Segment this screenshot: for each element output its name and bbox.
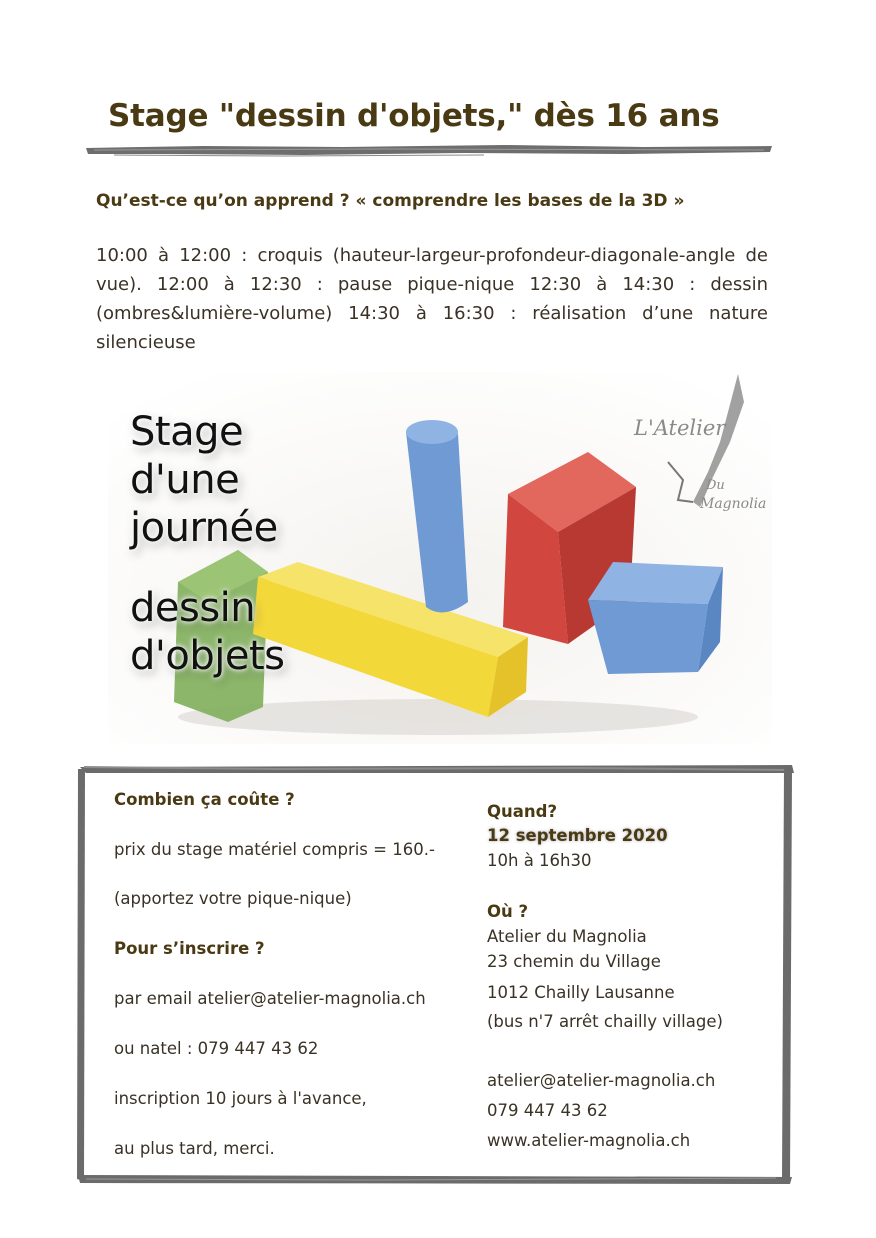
event-date: 12 septembre 2020 (487, 826, 668, 845)
deadline-line-1: inscription 10 jours à l'avance, (114, 1089, 367, 1108)
address-line-4: (bus n'7 arrêt chailly village) (487, 1012, 723, 1031)
address-line-2: 23 chemin du Village (487, 952, 661, 971)
cost-heading: Combien ça coûte ? (114, 790, 295, 809)
logo-text-1: L'Atelier (634, 416, 726, 440)
when-heading: Quand? (487, 802, 558, 821)
intro-subtitle: Qu’est-ce qu’on apprend ? « comprendre les bases de la 3D » (96, 191, 685, 211)
logo-text-2: Du (706, 478, 725, 493)
signup-heading: Pour s’inscrire ? (114, 939, 265, 958)
address-line-3: 1012 Chailly Lausanne (487, 983, 675, 1002)
address-line-1: Atelier du Magnolia (487, 927, 647, 946)
poster-line-3: journée (130, 505, 278, 551)
signup-phone: ou natel : 079 447 43 62 (114, 1039, 319, 1058)
brush-divider (84, 142, 774, 158)
lunch-note: (apportez votre pique-nique) (114, 889, 352, 908)
logo-text-3: Magnolia (700, 496, 767, 512)
poster-line-2: d'une (130, 457, 240, 503)
page-title: Stage "dessin d'objets," dès 16 ans (108, 98, 720, 134)
where-heading: Où ? (487, 902, 529, 921)
signup-email: par email atelier@atelier-magnolia.ch (114, 989, 426, 1008)
deadline-line-2: au plus tard, merci. (114, 1139, 275, 1158)
contact-email-link[interactable]: atelier@atelier-magnolia.ch (487, 1071, 716, 1090)
poster-line-5: d'objets (130, 633, 285, 679)
contact-phone: 079 447 43 62 (487, 1101, 608, 1120)
schedule-text: 10:00 à 12:00 : croquis (hauteur-largeur-profondeur-diagonale-angle de vue). 12:00 à 12:30 : pause pique-nique 12:30 à 14:30 : dessin (ombres&lumière-volume) 14:30 à 16:30 : réalisation d’une nature silencieuse (96, 245, 768, 353)
poster-line-4: dessin (130, 585, 256, 631)
event-hours: 10h à 16h30 (487, 851, 592, 870)
poster-line-1: Stage (130, 409, 244, 455)
poster-illustration (108, 372, 772, 744)
website-link[interactable]: www.atelier-magnolia.ch (487, 1131, 691, 1150)
info-frame (76, 763, 796, 1187)
price-text: prix du stage matériel compris = 160.- (114, 840, 435, 859)
